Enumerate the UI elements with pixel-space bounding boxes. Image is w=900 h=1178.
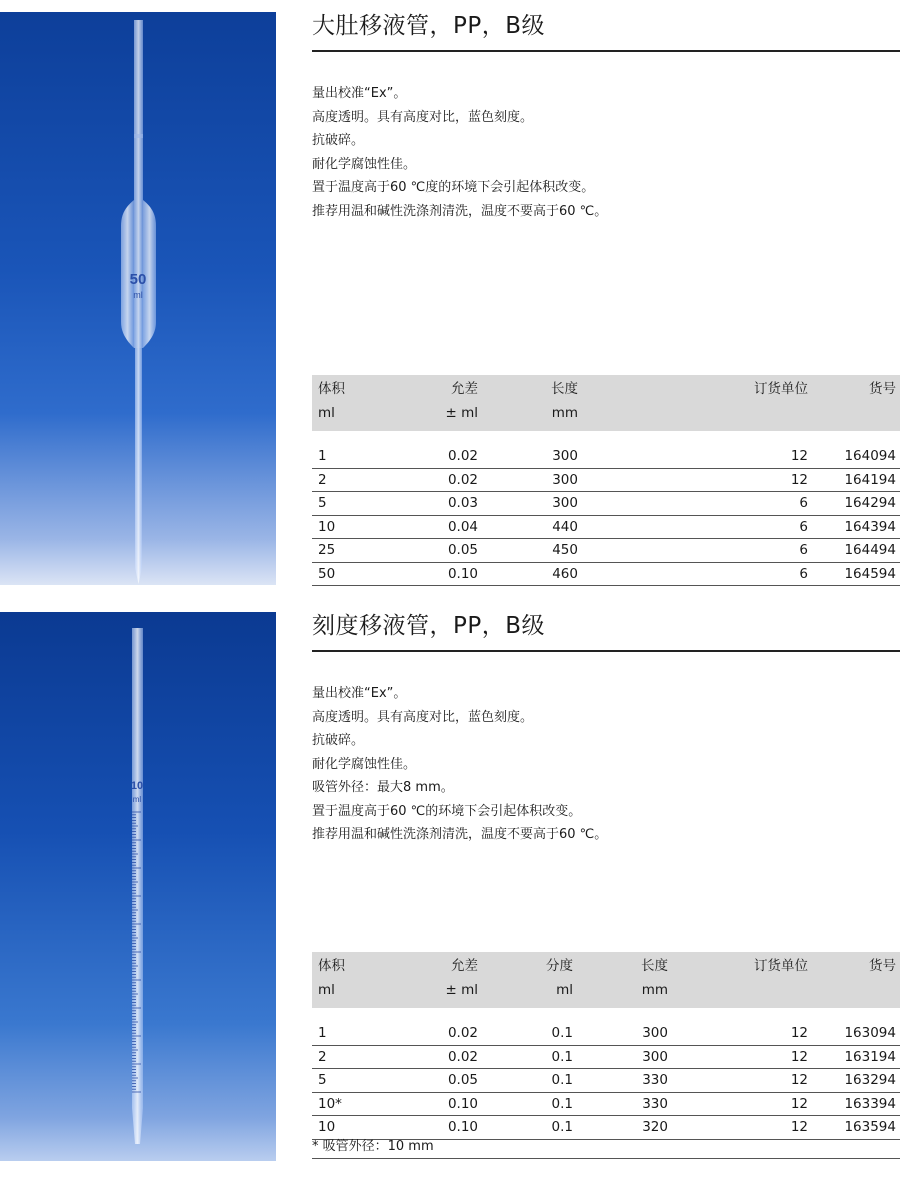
cell-catno: 163394 xyxy=(812,1092,900,1116)
cell-volume: 10* xyxy=(312,1092,402,1116)
cell-catno: 163094 xyxy=(812,1022,900,1045)
feature-item: 推荐用温和碱性洗涤剂清洗，温度不要高于60 ℃。 xyxy=(312,827,608,842)
feature-item: 抗破碎。 xyxy=(312,133,365,148)
col-unit-length: mm xyxy=(482,402,582,432)
cell-length: 300 xyxy=(577,1022,672,1045)
col-header-volume: 体积 xyxy=(312,375,402,402)
col-header-tolerance: 允差 xyxy=(402,952,482,979)
col-header-tolerance: 允差 xyxy=(402,375,482,402)
cell-tolerance: 0.02 xyxy=(402,1045,482,1069)
feature-item: 耐化学腐蚀性佳。 xyxy=(312,156,417,172)
table-footnote: * 吸管外径：10 mm xyxy=(312,1138,900,1159)
cell-tolerance: 0.04 xyxy=(402,515,482,539)
cell-tolerance: 0.10 xyxy=(402,1116,482,1140)
title-divider xyxy=(312,650,900,652)
table-row xyxy=(312,539,900,563)
cell-length: 330 xyxy=(577,1069,672,1093)
cell-pack: 12 xyxy=(672,1022,812,1045)
feature-item: 置于温度高于60 ℃度的环境下会引起体积改变。 xyxy=(312,180,595,195)
cell-volume: 2 xyxy=(312,468,402,492)
section-title: 大肚移液管，PP，B级 xyxy=(312,13,546,39)
cell-length: 300 xyxy=(482,492,582,516)
cell-volume: 2 xyxy=(312,1045,402,1069)
cell-length: 300 xyxy=(482,468,582,492)
feature-item: 高度透明。具有高度对比，蓝色刻度。 xyxy=(312,109,534,125)
cell-catno: 164194 xyxy=(812,468,900,492)
cell-pack: 12 xyxy=(672,1045,812,1069)
cell-tolerance: 0.10 xyxy=(402,562,482,586)
cell-length: 320 xyxy=(577,1116,672,1140)
cell-graduation: 0.1 xyxy=(482,1045,577,1069)
cell-catno: 164594 xyxy=(812,562,900,586)
col-unit-graduation: ml xyxy=(482,979,577,1009)
table-row xyxy=(312,1092,900,1116)
table-row xyxy=(312,445,900,468)
col-header-length: 长度 xyxy=(482,375,582,402)
col-unit-catno xyxy=(812,402,900,432)
cell-tolerance: 0.03 xyxy=(402,492,482,516)
cell-length: 460 xyxy=(482,562,582,586)
cell-length: 300 xyxy=(577,1045,672,1069)
table-row xyxy=(312,515,900,539)
col-header-catno: 货号 xyxy=(812,952,900,979)
cell-volume: 10 xyxy=(312,515,402,539)
cell-pack: 12 xyxy=(582,468,812,492)
cell-catno: 164094 xyxy=(812,445,900,468)
volumetric-pipette-photo xyxy=(0,12,276,585)
cell-pack: 6 xyxy=(582,515,812,539)
cell-pack: 6 xyxy=(582,539,812,563)
cell-tolerance: 0.10 xyxy=(402,1092,482,1116)
cell-length: 440 xyxy=(482,515,582,539)
cell-volume: 50 xyxy=(312,562,402,586)
cell-tolerance: 0.02 xyxy=(402,445,482,468)
feature-item: 抗破碎。 xyxy=(312,733,365,748)
cell-pack: 6 xyxy=(582,562,812,586)
cell-pack: 12 xyxy=(582,445,812,468)
feature-item: 量出校准“Ex”。 xyxy=(312,686,407,701)
cell-volume: 5 xyxy=(312,1069,402,1093)
cell-graduation: 0.1 xyxy=(482,1022,577,1045)
graduated-pipette-photo xyxy=(0,612,276,1161)
col-unit-catno xyxy=(812,979,900,1009)
cell-graduation: 0.1 xyxy=(482,1116,577,1140)
cell-catno: 163194 xyxy=(812,1045,900,1069)
col-header-length: 长度 xyxy=(577,952,672,979)
spec-table xyxy=(312,952,900,1140)
table-row xyxy=(312,1069,900,1093)
cell-volume: 10 xyxy=(312,1116,402,1140)
cell-tolerance: 0.02 xyxy=(402,1022,482,1045)
pipette-unit-mark: ml xyxy=(132,795,142,804)
volumetric-pipette-section xyxy=(312,0,900,582)
cell-pack: 6 xyxy=(582,492,812,516)
cell-pack: 12 xyxy=(672,1069,812,1093)
col-header-catno: 货号 xyxy=(812,375,900,402)
table-row xyxy=(312,492,900,516)
table-row xyxy=(312,1022,900,1045)
col-unit-volume: ml xyxy=(312,979,402,1009)
cell-catno: 163294 xyxy=(812,1069,900,1093)
cell-catno: 164394 xyxy=(812,515,900,539)
cell-length: 300 xyxy=(482,445,582,468)
cell-catno: 164294 xyxy=(812,492,900,516)
col-unit-length: mm xyxy=(577,979,672,1009)
cell-tolerance: 0.05 xyxy=(402,539,482,563)
cell-graduation: 0.1 xyxy=(482,1092,577,1116)
col-unit-volume: ml xyxy=(312,402,402,432)
pipette-unit-mark: ml xyxy=(133,290,143,300)
col-header-pack: 订货单位 xyxy=(582,375,812,402)
section-title: 刻度移液管，PP，B级 xyxy=(312,613,546,639)
table-row xyxy=(312,1116,900,1140)
table-row xyxy=(312,562,900,586)
cell-pack: 12 xyxy=(672,1092,812,1116)
feature-item: 量出校准“Ex”。 xyxy=(312,86,407,101)
col-header-volume: 体积 xyxy=(312,952,402,979)
col-unit-pack xyxy=(672,979,812,1009)
feature-item: 置于温度高于60 ℃的环境下会引起体积改变。 xyxy=(312,803,582,819)
cell-tolerance: 0.05 xyxy=(402,1069,482,1093)
spec-table xyxy=(312,375,900,586)
col-unit-tolerance: ± ml xyxy=(402,979,482,1009)
pipette-volume-mark: 50 xyxy=(129,271,147,288)
cell-length: 450 xyxy=(482,539,582,563)
col-header-graduation: 分度 xyxy=(482,952,577,979)
graduated-pipette-section xyxy=(312,600,900,1154)
cell-length: 330 xyxy=(577,1092,672,1116)
cell-pack: 12 xyxy=(672,1116,812,1140)
pipette-volume-mark: 10 xyxy=(130,780,144,792)
feature-list xyxy=(312,682,900,847)
feature-item: 高度透明。具有高度对比，蓝色刻度。 xyxy=(312,709,534,725)
cell-graduation: 0.1 xyxy=(482,1069,577,1093)
cell-volume: 1 xyxy=(312,1022,402,1045)
cell-volume: 5 xyxy=(312,492,402,516)
cell-tolerance: 0.02 xyxy=(402,468,482,492)
col-header-pack: 订货单位 xyxy=(672,952,812,979)
feature-item: 耐化学腐蚀性佳。 xyxy=(312,756,417,772)
cell-volume: 25 xyxy=(312,539,402,563)
table-row xyxy=(312,1045,900,1069)
cell-catno: 164494 xyxy=(812,539,900,563)
feature-list xyxy=(312,82,900,223)
cell-catno: 163594 xyxy=(812,1116,900,1140)
cell-volume: 1 xyxy=(312,445,402,468)
table-row xyxy=(312,468,900,492)
col-unit-pack xyxy=(582,402,812,432)
col-unit-tolerance: ± ml xyxy=(402,402,482,432)
title-divider xyxy=(312,50,900,52)
feature-item: 推荐用温和碱性洗涤剂清洗，温度不要高于60 ℃。 xyxy=(312,203,608,219)
feature-item: 吸管外径：最大8 mm。 xyxy=(312,780,454,795)
